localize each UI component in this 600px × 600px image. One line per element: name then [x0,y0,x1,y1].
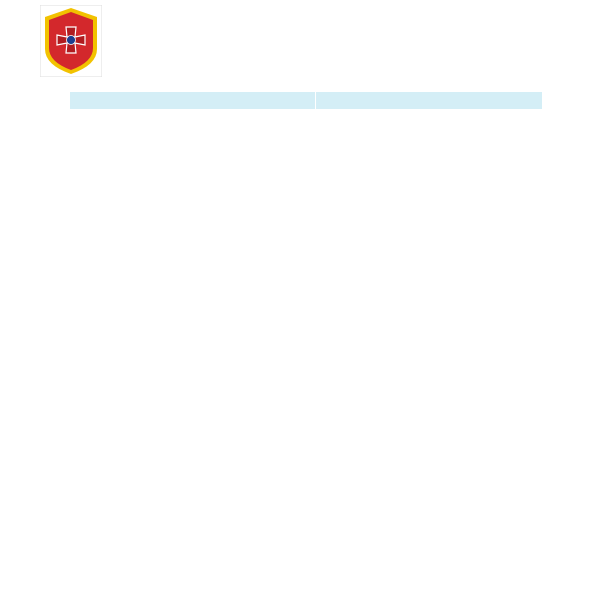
total-count [315,92,542,109]
total-calls-row [70,92,542,110]
department-logo [40,5,102,77]
incident-type-table [70,92,542,110]
total-label [70,92,315,109]
fire-badge-icon [40,5,102,77]
